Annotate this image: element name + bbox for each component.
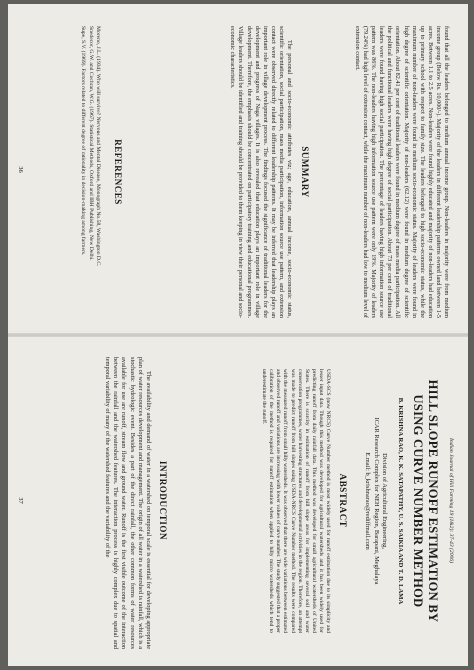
references-list <box>79 26 101 318</box>
references-heading: REFERENCES <box>113 139 123 205</box>
reference-item: Moreno, J.L. (1934). Who will survive? Nervous and Mental Disease, Monograph No.58, Washington D.C. <box>95 26 101 267</box>
abstract-heading: ABSTRACT <box>338 473 348 528</box>
right-page-number: 37 <box>17 497 24 504</box>
introduction-text: The availability and demand of water in a watershed on temporal scale is essential for developing appropriate plan of water resources development and management. The origin of all water in a watershed is rainfall, which is a stochastic hydrologic event. Besides a part of the direct rainfall, the other common forms of water resources available for use are runoff, stream flow and ground water. Runoff is the first visible outcome of the interaction between the rainfall and the watershed features. The interaction process is highly complex due to spatial and temporal variability of many of the watershed features and the variability of the <box>103 357 152 649</box>
scanned-sheet <box>8 4 468 666</box>
reference-item: Supe, S.V. (1969). Factors related to different degree of rationality in decision-making among farmers. <box>80 26 87 256</box>
left-page <box>8 4 468 335</box>
affiliation-line: Division of Agricultural Engineering, <box>381 453 388 549</box>
abstract-text: USDA-SCS (now NRCS) Curve Number method is most widely used for runoff estimation due to its simplicity and lesser input data. Though this method was developed for agricultural watersheds and it has been widely used for predicting runoff from daily rainfall data. This method was developed for small agricultural watersheds of United States. There is scarcity in estimation of runoff from hill slope areas for implementing several soil and water conservation programmes, water harvesting structures and developmental activities in the region. Therefore, an attempt was made to predict runoff from hill slopes using USDA-NRCS Curve Number method. The results were compared with the measured runoff from small hilly watersheds. It was observed that there are wide variations between estimated and observed runoff and variations are increasing with lower values of curve number. The study suggested that a proper calibration of the method is required for runoff estimation when applied to hilly micro watersheds which tend to underestimate the runoff. <box>261 369 331 633</box>
rotated-spread <box>8 4 468 666</box>
left-page-number: 36 <box>17 166 24 173</box>
summary-paragraph: The personal and socio-economic attributes viz; age, education, annual income, socio-economic status, scientific orientation, social participation, mass media participation, information source use pattern, and extension contact were observed directly related to different leadership patterns. It may be inferred that leadership plays an important role in village development process. The findings focused the significance of traditional leaders for the development and progress of Naga villages. It is also revealed that education plays an important role in village development. Therefore, the emphasis should be concentrated on participatory training and educational programmes. Village leaders should be identified and training should be provided to them keeping in view their personal and socio-economic characteristics. <box>229 26 293 318</box>
summary-heading: SUMMARY <box>300 146 310 198</box>
affiliation-email: E.mail: b_krishnarao@rediffmail.com <box>364 452 372 550</box>
introduction-heading: INTRODUCTION <box>158 460 168 541</box>
right-page <box>8 335 468 666</box>
article-authors: B. KRISHNA RAO, K. K. SATAPATHY, U. S. SAIKIA AND T. D. LAMA <box>397 397 404 605</box>
journal-citation: Indian Journal of Hill Farming 19 (1&2): 37-43 (2006) <box>448 438 454 563</box>
reference-item: Snedecor, G.W. and Cochran, W.G. (1967). Statistical Methods, Oxford and IBH Publishing, New Delhi. <box>87 26 94 261</box>
article-title: HILL SLOPE RUNOFF ESTIMATION BY USING CURVE NUMBER METHOD <box>411 379 440 623</box>
summary-text <box>228 26 293 318</box>
left-body-text: found that all the leaders belonged to medium annual income group. Non-leaders in majority were from medium income group (Below Rs. 10,000/-). Majority of the leaders in different leadership patterns owned land between 1-5 acres. Between 1.1 to 2.5 acres. Non-leaders were found highly educated and majority of non-leaders had education up to primary school with respect to family size. The leaders belonged to high socio-economic status, while the maximum number of non-leaders were found in medium socio-economic status. Majority of leaders were found in high degree of scientific orientation. Majority of non-leaders (62.12) were found in medium degree of scientific orientation. About 82.41 per cent of traditional leaders were found in medium degree of mass media participation. All the political and functional leaders were having high degree of social participation. About 73 per cent of traditional leaders were found having high social participation. The percentage of leaders having high information source use pattern was 86%. The non-leaders having high information source use pattern were only 19%. Majority of leaders (79.24%) had high level of extension contact, while the maximum number of non-leaders had low to medium level of extension contact. <box>353 26 450 318</box>
author-affiliation <box>363 351 388 651</box>
affiliation-line: ICAR Research Complex for NEH Region, Barapani, Meghalaya <box>372 417 380 585</box>
